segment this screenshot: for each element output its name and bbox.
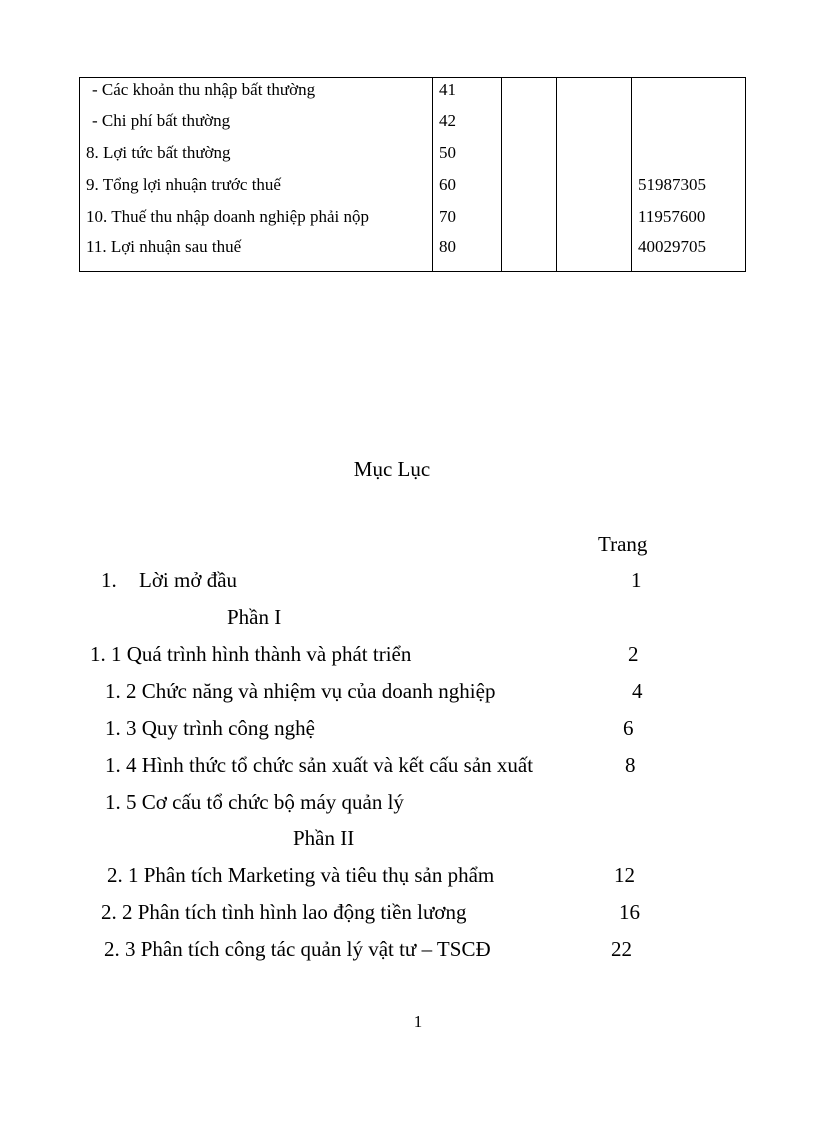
item-code: 50 <box>433 137 502 169</box>
item-name: - Các khoản thu nhập bất thường <box>80 78 433 106</box>
item-value: 40029705 <box>632 233 746 272</box>
table-row <box>80 169 746 201</box>
toc-item-page: 22 <box>611 937 632 961</box>
table-row <box>80 78 746 106</box>
table-cell <box>557 78 632 106</box>
table-cell <box>502 169 557 201</box>
item-name: 11. Lợi nhuận sau thuế <box>80 233 433 272</box>
financial-table <box>79 77 746 272</box>
toc-item-text: 2. 3 Phân tích công tác quản lý vật tư – TSCĐ <box>104 937 491 961</box>
toc-item-page: 2 <box>628 642 639 666</box>
table-cell <box>502 78 557 106</box>
table-cell <box>557 105 632 137</box>
toc-item-page: 8 <box>625 753 636 777</box>
toc-item-page: 12 <box>614 863 635 887</box>
table-cell <box>557 169 632 201</box>
toc-title: Mục Lục <box>353 457 431 481</box>
table-cell <box>557 201 632 233</box>
toc-item-page: 4 <box>632 679 643 703</box>
item-value <box>632 105 746 137</box>
table-row <box>80 201 746 233</box>
toc-item-text: 1. 4 Hình thức tổ chức sản xuất và kết cấu sản xuất <box>105 753 534 777</box>
toc-item-number: 1. <box>101 568 117 592</box>
table-cell <box>502 137 557 169</box>
table-cell <box>502 105 557 137</box>
toc-item-text: 2. 1 Phân tích Marketing và tiêu thụ sản phẩm <box>107 863 495 887</box>
item-name: 8. Lợi tức bất thường <box>80 137 433 169</box>
table-row <box>80 105 746 137</box>
table-row <box>80 233 746 272</box>
item-code: 70 <box>433 201 502 233</box>
toc-section-heading: Phần I <box>227 605 282 629</box>
item-name: 10. Thuế thu nhập doanh nghiệp phải nộp <box>80 201 433 233</box>
item-value: 11957600 <box>632 201 746 233</box>
toc-page-header: Trang <box>598 532 648 556</box>
item-value: 51987305 <box>632 169 746 201</box>
toc-item-text: Lời mở đầu <box>139 568 238 592</box>
toc-item-page: 16 <box>619 900 640 924</box>
item-name: - Chi phí bất thường <box>80 105 433 137</box>
table-cell <box>557 137 632 169</box>
table-cell <box>557 233 632 272</box>
item-code: 80 <box>433 233 502 272</box>
toc-item-text: 1. 5 Cơ cấu tổ chức bộ máy quản lý <box>105 790 404 814</box>
toc-item-page: 6 <box>623 716 634 740</box>
item-value <box>632 78 746 106</box>
toc-item-text: 2. 2 Phân tích tình hình lao động tiền lương <box>101 900 467 924</box>
item-name: 9. Tổng lợi nhuận trước thuế <box>80 169 433 201</box>
toc-item-text: 1. 2 Chức năng và nhiệm vụ của doanh nghiệp <box>105 679 496 703</box>
page-number: 1 <box>413 1012 423 1031</box>
toc-item-page: 1 <box>631 568 642 592</box>
item-code: 41 <box>433 78 502 106</box>
item-value <box>632 137 746 169</box>
toc-item-text: 1. 1 Quá trình hình thành và phát triển <box>90 642 412 666</box>
item-code: 42 <box>433 105 502 137</box>
table-cell <box>502 201 557 233</box>
item-code: 60 <box>433 169 502 201</box>
toc-section-heading: Phần II <box>293 826 355 850</box>
toc-item-text: 1. 3 Quy trình công nghệ <box>105 716 315 740</box>
table-cell <box>502 233 557 272</box>
table-row <box>80 137 746 169</box>
